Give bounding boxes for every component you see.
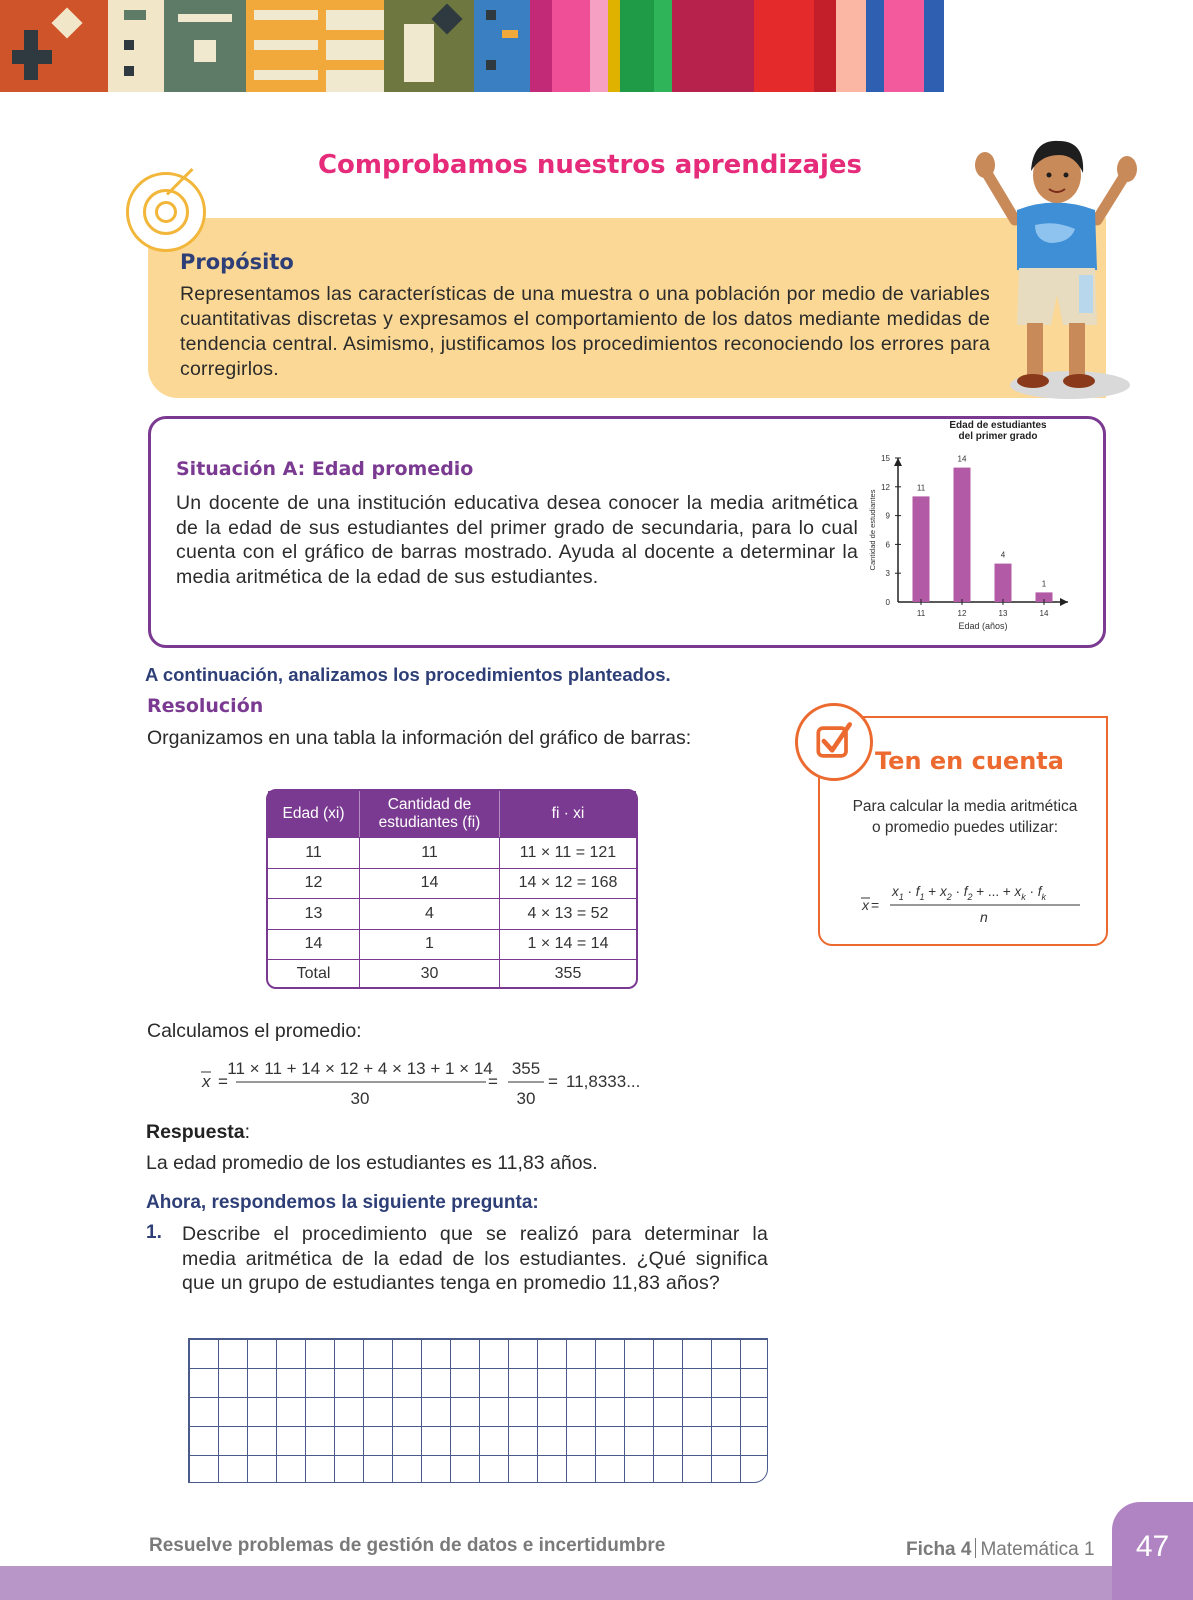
- chart-title: [930, 420, 1066, 442]
- svg-text:=: =: [871, 897, 880, 913]
- x-tick-label: 13: [998, 609, 1008, 618]
- table-cell: 355: [500, 959, 636, 987]
- situation-heading: Situación A: Edad promedio: [176, 458, 474, 480]
- table-header-row: [268, 791, 636, 837]
- question-prompt: Ahora, respondemos la siguiente pregunta:: [146, 1192, 539, 1213]
- table-cell: 1: [360, 929, 500, 960]
- question-text: Describe el procedimiento que se realizó para determinar la media aritmética de la edad de los estudiantes. ¿Qué significa que un grupo de estudiantes tenga en promedio 11,83 años?: [182, 1223, 768, 1294]
- table-row: [268, 868, 636, 899]
- answer-text: La edad promedio de los estudiantes es 11,83 años.: [146, 1152, 598, 1174]
- target-icon: [126, 172, 206, 252]
- resolution-intro: Organizamos en una tabla la información del gráfico de barras:: [147, 727, 692, 749]
- x-tick-label: 12: [957, 609, 967, 618]
- footer-ficha-label: Ficha 4: [906, 1539, 972, 1560]
- calc-frac2-num: 355: [511, 1059, 541, 1078]
- bar-data-label: 4: [1000, 550, 1006, 560]
- x-axis-label: Edad (años): [958, 621, 1008, 631]
- checkbox-icon: [795, 703, 873, 781]
- answer-grid[interactable]: [188, 1338, 768, 1483]
- bar-data-label: 11: [916, 483, 926, 493]
- y-tick-label: 12: [881, 482, 890, 492]
- y-tick-label: 3: [885, 569, 890, 579]
- student-illustration: [975, 125, 1145, 410]
- svg-text:x: x: [862, 897, 869, 913]
- bar: [913, 496, 930, 602]
- table-cell: 12: [268, 868, 360, 899]
- calc-numerator: 11 × 11 + 14 × 12 + 4 × 13 + 1 × 14: [227, 1059, 493, 1078]
- table-cell: 1 × 14 = 14: [500, 929, 636, 960]
- page-title: Comprobamos nuestros aprendizajes: [317, 150, 863, 180]
- table-row: [268, 929, 636, 960]
- y-axis-arrow: [894, 458, 902, 466]
- svg-text:=: =: [548, 1072, 558, 1091]
- header-product: fi · xi: [500, 791, 636, 837]
- footer-subject: Matemática 1: [980, 1539, 1095, 1560]
- footer-competence: Resuelve problemas de gestión de datos e incertidumbre: [149, 1535, 666, 1556]
- table-row: [268, 898, 636, 929]
- svg-text:x1 · f1 + x2 · f2 + ... + xk ·: $x_1 \cdot f_1 + x_2 \cdot f_2$ + ... + $x_k \cdot f_k$: [892, 884, 1047, 902]
- answer-label-text: Respuesta: [146, 1121, 245, 1143]
- calc-frac2-den: 30: [516, 1089, 536, 1108]
- y-tick-label: 0: [885, 598, 890, 607]
- table-cell: 30: [360, 959, 500, 987]
- table-cell: 14 × 12 = 168: [500, 868, 636, 899]
- header-textile-band: [0, 0, 1193, 92]
- resolution-heading: Resolución: [147, 695, 264, 717]
- footer-ficha: [906, 1538, 1095, 1561]
- y-axis-label: Cantidad de estudiantes: [868, 489, 877, 571]
- age-bar-chart: [868, 452, 1096, 648]
- table-cell: 4: [360, 898, 500, 929]
- table-cell: 4 × 13 = 52: [500, 898, 636, 929]
- y-tick-label: 9: [885, 511, 890, 521]
- y-tick-label: 15: [881, 454, 890, 463]
- page-number: 47: [1135, 1530, 1170, 1563]
- purpose-heading: Propósito: [180, 250, 294, 274]
- x-tick-label: 14: [1039, 609, 1049, 618]
- bar: [995, 564, 1012, 602]
- header-age: Edad (xi): [268, 791, 360, 837]
- question-number: 1.: [146, 1222, 162, 1243]
- table-cell: 11: [268, 837, 360, 868]
- calc-result: 11,8333...: [566, 1072, 641, 1091]
- chart-title-line2: del primer grado: [958, 431, 1038, 442]
- frequency-table: [266, 789, 638, 989]
- purpose-text: Representamos las características de una muestra o una población por medio de variables cuantitativas discretas y expresamos el comportamiento de los datos mediante medidas de tendencia central. Asimismo, justificamos los procedimientos reconociendo los errores para corregirlos.: [180, 283, 990, 380]
- svg-text:=: =: [488, 1072, 498, 1091]
- header-count: Cantidad de estudiantes (fi): [360, 791, 500, 837]
- mean-formula: [858, 880, 1088, 928]
- situation-text: Un docente de una institución educativa desea conocer la media aritmética de la edad de sus estudiantes del primer grado de secundaria, para lo cual cuenta con el gráfico de barras mostrado. Ayuda al docente a determinar la media aritmética de la edad de sus estudiantes.: [176, 492, 858, 589]
- bar-data-label: 1: [1041, 579, 1047, 589]
- table-row: [268, 837, 636, 868]
- table-cell: Total: [268, 959, 360, 987]
- y-tick-label: 6: [885, 540, 890, 550]
- table-row: [268, 959, 636, 987]
- chart-title-line1: Edad de estudiantes: [949, 420, 1047, 431]
- continuation-text: A continuación, analizamos los procedimientos planteados.: [145, 664, 671, 685]
- tip-text: Para calcular la media aritmética o promedio puedes utilizar:: [852, 798, 1078, 836]
- x-tick-label: 11: [916, 609, 926, 618]
- answer-label: Respuesta:: [146, 1121, 251, 1143]
- mean-calculation: [196, 1054, 656, 1110]
- tip-heading: Ten en cuenta: [875, 747, 1064, 775]
- table-cell: 14: [268, 929, 360, 960]
- bar-data-label: 14: [957, 454, 967, 464]
- calc-denominator: 30: [350, 1089, 370, 1108]
- calc-label: Calculamos el promedio:: [147, 1020, 362, 1042]
- table-cell: 11: [360, 837, 500, 868]
- x-axis-arrow: [1060, 598, 1068, 606]
- footer-bar: [0, 1566, 1193, 1600]
- table-cell: 13: [268, 898, 360, 929]
- table-cell: 11 × 11 = 121: [500, 837, 636, 868]
- bar: [954, 468, 971, 602]
- svg-text:x: x: [202, 1072, 211, 1091]
- svg-text:=: =: [218, 1072, 228, 1091]
- table-cell: 14: [360, 868, 500, 899]
- svg-text:n: n: [980, 909, 988, 925]
